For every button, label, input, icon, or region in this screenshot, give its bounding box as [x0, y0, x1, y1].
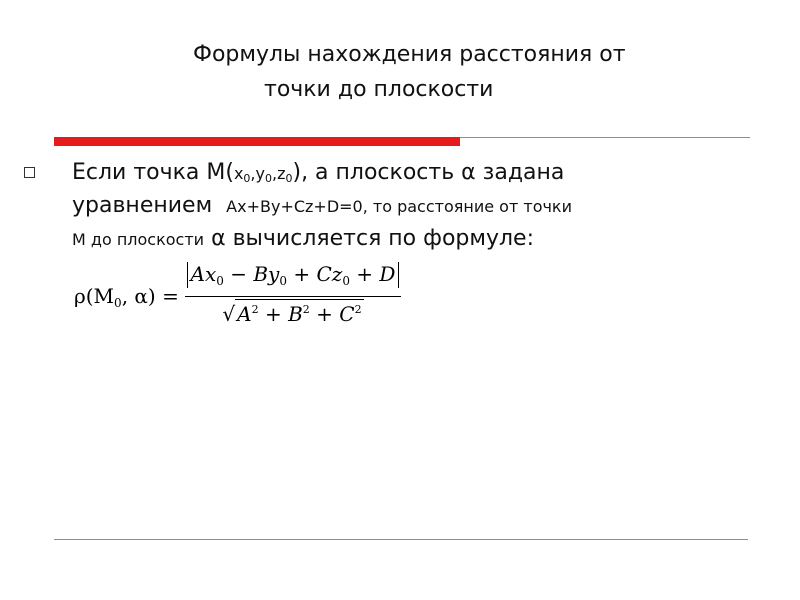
term-d: + D: [349, 262, 396, 286]
term-by: − By: [223, 262, 280, 286]
term-b: + B: [258, 302, 303, 326]
body-paragraph: [72, 156, 772, 255]
text-segment: уравнением: [72, 193, 213, 218]
sqrt-icon: √: [222, 302, 236, 326]
subscript: 0: [243, 172, 251, 185]
superscript: 2: [302, 303, 310, 316]
var-y: y: [255, 164, 265, 183]
formula-fraction: [185, 262, 401, 334]
slide-title-line2: точки до плоскости: [264, 77, 494, 102]
formula-numerator: [185, 262, 401, 288]
term-ax: Ax: [190, 262, 217, 286]
term-c: + C: [309, 302, 355, 326]
subscript: 0: [216, 274, 224, 288]
superscript: 2: [251, 303, 259, 316]
text-segment: вычисляется по формуле:: [232, 226, 534, 251]
comma: ,: [271, 164, 278, 183]
text-segment: ), а плоскость α задана: [292, 160, 565, 185]
fraction-bar: [185, 296, 401, 297]
distance-formula: [74, 262, 414, 334]
radicand: [235, 299, 363, 326]
subscript: 0: [285, 172, 293, 185]
subscript: 0: [264, 172, 272, 185]
var-z: z: [277, 164, 286, 183]
alpha-symbol: α: [211, 226, 226, 251]
subscript: 0: [114, 296, 122, 310]
formula-lhs: [74, 284, 179, 310]
title-accent-bar: [54, 137, 460, 146]
subscript: 0: [342, 274, 350, 288]
slide-title-line1: Формулы нахождения расстояния от: [193, 42, 626, 67]
absolute-value: [187, 262, 400, 288]
term-cz: + Cz: [287, 262, 343, 286]
plane-equation: Ax+By+Cz+D=0, то расстояние от точки: [226, 197, 572, 216]
var-x: x: [233, 164, 244, 183]
footer-divider-line: [54, 539, 748, 540]
paragraph-line-2: [72, 189, 772, 222]
paragraph-line-1: [72, 156, 772, 189]
formula-lhs-text: ρ(M: [74, 284, 115, 308]
subscript: 0: [279, 274, 287, 288]
superscript: 2: [354, 303, 362, 316]
formula-lhs-text: , α) =: [121, 284, 179, 308]
formula-denominator: [185, 302, 401, 326]
term-a: A: [237, 302, 252, 326]
text-segment: Если точка M(: [72, 160, 234, 185]
comma: ,: [250, 164, 256, 183]
paragraph-line-3: [72, 222, 772, 255]
title-divider-line: [460, 137, 750, 138]
square-bullet-icon: [24, 167, 35, 178]
text-segment: М до плоскости: [72, 230, 205, 249]
